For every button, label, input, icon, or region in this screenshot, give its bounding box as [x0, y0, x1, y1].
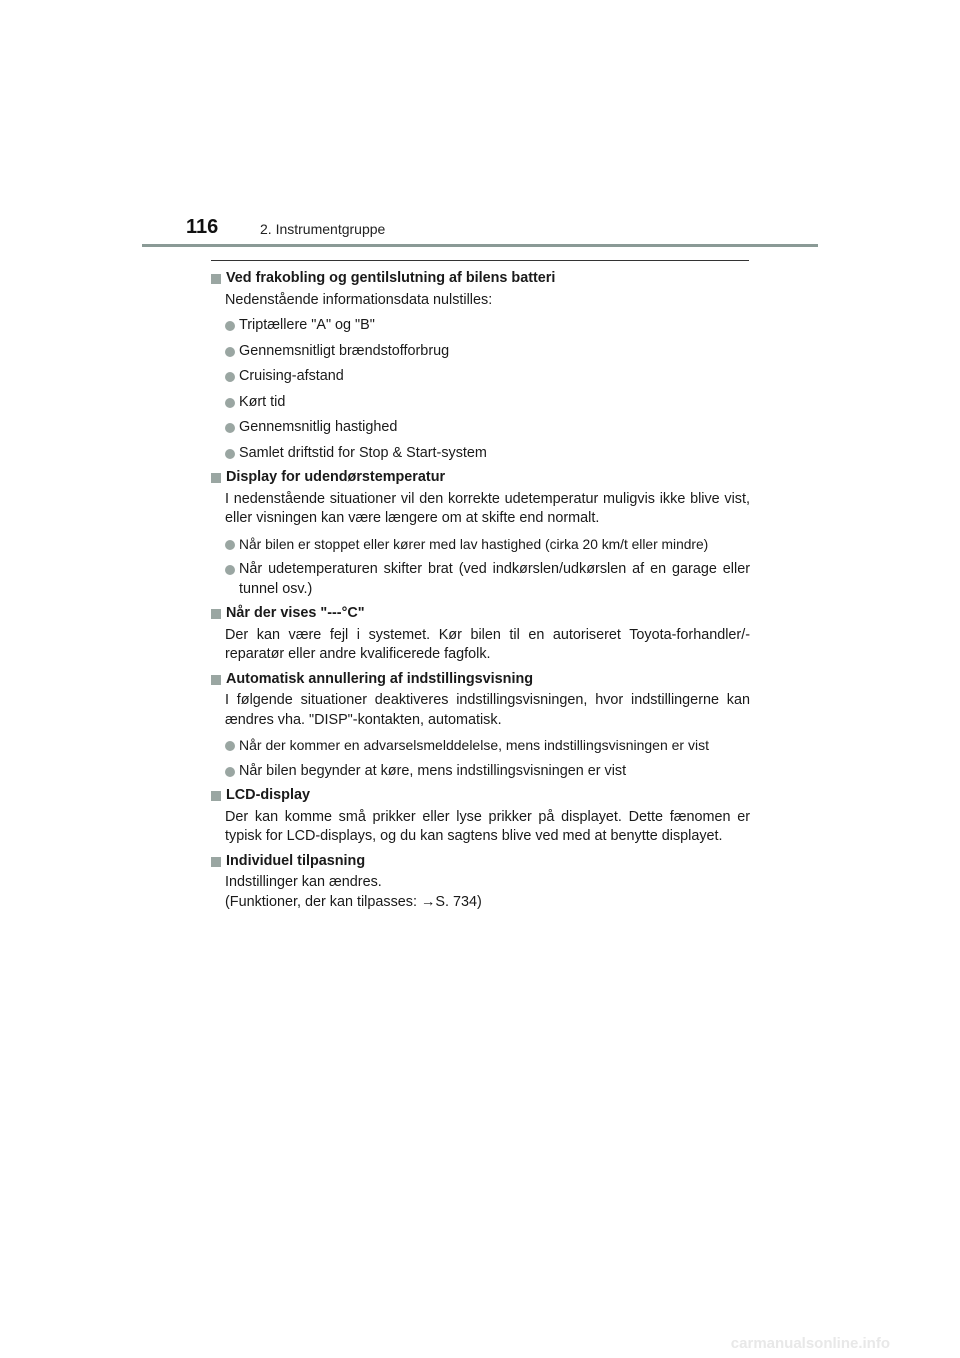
list-item: Cruising-afstand: [210, 367, 750, 387]
list-item: Gennemsnitlig hastighed: [210, 418, 750, 438]
bullet-dot-icon: [225, 398, 235, 408]
bullet-dot-icon: [225, 565, 235, 575]
bullet-dot-icon: [225, 321, 235, 331]
list-item: Samlet driftstid for Stop & Start-system: [210, 444, 750, 464]
section-heading: [210, 468, 750, 488]
header-divider: [142, 244, 818, 247]
section-paragraph: (Funktioner, der kan tilpasses: →S. 734): [225, 893, 482, 910]
section-heading: [210, 269, 750, 289]
square-bullet-icon: [211, 609, 221, 619]
square-bullet-icon: [211, 675, 221, 685]
bullet-dot-icon: [225, 449, 235, 459]
bullet-dot-icon: [225, 767, 235, 777]
section-paragraph: I følgende situationer deaktiveres indstillingsvisningen, hvor indstillingerne kan ændres vha. "DISP"-kontakten, automatisk.: [225, 692, 750, 728]
section-heading-text: LCD-display: [226, 787, 310, 803]
list-item: Når udetemperaturen skifter brat (ved indkørslen/udkørslen af en garage eller tunnel osv.): [210, 560, 750, 599]
square-bullet-icon: [211, 791, 221, 801]
bullet-dot-icon: [225, 423, 235, 433]
section-heading: [210, 604, 750, 624]
list-item: Når bilen er stoppet eller kører med lav hastighed (cirka 20 km/t eller mindre): [210, 535, 750, 555]
section-heading-text: Ved frakobling og gentilslutning af bilens batteri: [226, 270, 556, 286]
section-heading-text: Individuel tilpasning: [226, 852, 366, 869]
section-heading-text: Display for udendørstemperatur: [226, 469, 446, 485]
section-paragraph: Nedenstående informationsdata nulstilles:: [225, 291, 493, 308]
square-bullet-icon: [211, 857, 221, 867]
list-item: Triptællere "A" og "B": [210, 316, 750, 336]
section-paragraph: Der kan være fejl i systemet. Kør bilen til en autoriseret Toyota-forhandler/-reparatør eller andre kvalificerede fagfolk.: [225, 626, 750, 662]
bullet-dot-icon: [225, 347, 235, 357]
section-heading-text: Når der vises "---°C": [226, 605, 365, 621]
section-heading: [210, 670, 750, 690]
list-item: Kørt tid: [210, 393, 750, 413]
page-number: 116: [186, 216, 219, 238]
square-bullet-icon: [211, 274, 221, 284]
chapter-title: 2. Instrumentgruppe: [260, 221, 386, 237]
list-item: Når der kommer en advarselsmelddelelse, mens indstillingsvisningen er vist: [210, 736, 750, 756]
section-paragraph: Der kan komme små prikker eller lyse prikker på displayet. Dette fænomen er typisk for LCD-displays, og du kan sagtens blive ved med at benytte displayet.: [225, 808, 750, 844]
section-heading: [210, 852, 750, 872]
watermark-link[interactable]: carmanualsonline.info: [730, 1335, 890, 1352]
square-bullet-icon: [211, 473, 221, 483]
page-content: [210, 269, 750, 912]
section-paragraph: Indstillinger kan ændres.: [225, 874, 382, 890]
bullet-dot-icon: [225, 741, 235, 751]
section-heading-text: Automatisk annullering af indstillingsvisning: [226, 670, 534, 687]
list-item: Når bilen begynder at køre, mens indstillingsvisningen er vist: [210, 762, 750, 782]
bullet-dot-icon: [225, 540, 235, 550]
section-divider: [211, 260, 749, 261]
list-item: Gennemsnitligt brændstofforbrug: [210, 342, 750, 362]
bullet-dot-icon: [225, 372, 235, 382]
section-paragraph: I nedenstående situationer vil den korrekte udetemperatur muligvis ikke blive vist, eller visningen kan være længere om at skifte end normalt.: [225, 490, 750, 526]
section-heading: [210, 786, 750, 806]
